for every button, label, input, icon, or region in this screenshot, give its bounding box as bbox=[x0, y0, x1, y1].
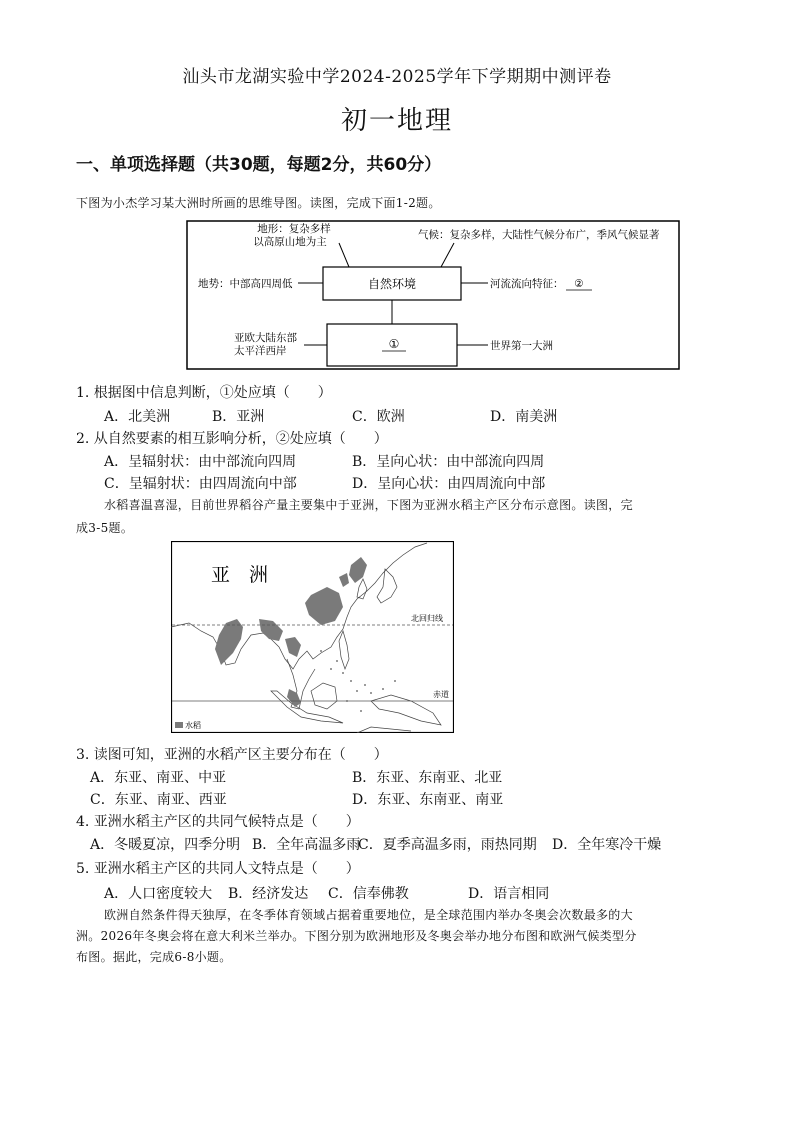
q5-option-b[interactable]: B．经济发达 bbox=[228, 886, 309, 902]
q3-stem: 3. 读图可知，亚洲的水稻产区主要分布在（ ） bbox=[76, 747, 388, 763]
terrain-line2: 以高原山地为主 bbox=[253, 236, 327, 248]
river-blank: ② bbox=[574, 278, 584, 290]
q3-option-a[interactable]: A．东亚、南亚、中亚 bbox=[90, 770, 227, 786]
intro-europe-line3: 布图。据此，完成6-8小题。 bbox=[76, 950, 232, 964]
q5-option-a[interactable]: A．人口密度较大 bbox=[104, 886, 213, 902]
q5-stem: 5. 亚洲水稻主产区的共同人文特点是（ ） bbox=[76, 861, 360, 877]
intro-rice-line2: 成3-5题。 bbox=[76, 521, 134, 535]
map-title: 亚 洲 bbox=[211, 564, 269, 586]
q1-option-b[interactable]: B．亚洲 bbox=[212, 409, 265, 425]
q4-option-d[interactable]: D．全年寒冷干燥 bbox=[552, 837, 662, 853]
q1-option-c[interactable]: C．欧洲 bbox=[352, 409, 405, 425]
q1-option-d[interactable]: D．南美洲 bbox=[490, 409, 558, 425]
section-heading: 一、单项选择题（共30题，每题2分，共60分） bbox=[76, 155, 442, 175]
q5-option-d[interactable]: D．语言相同 bbox=[468, 886, 550, 902]
legend-label: 水稻 bbox=[185, 721, 201, 730]
exam-title: 汕头市龙湖实验中学2024-2025学年下学期期中测评卷 bbox=[182, 67, 612, 87]
blank1-label: ① bbox=[388, 337, 400, 351]
intro-mindmap: 下图为小杰学习某大洲时所画的思维导图。读图，完成下面1-2题。 bbox=[76, 196, 441, 210]
q1-stem: 1. 根据图中信息判断，①处应填（ ） bbox=[76, 385, 332, 401]
subject-title: 初一地理 bbox=[340, 106, 453, 136]
q3-option-d[interactable]: D．东亚、东南亚、南亚 bbox=[352, 792, 504, 808]
q5-option-c[interactable]: C．信奉佛教 bbox=[328, 886, 409, 902]
q4-stem: 4. 亚洲水稻主产区的共同气候特点是（ ） bbox=[76, 814, 360, 830]
asia-rice-map bbox=[171, 541, 454, 733]
q2-option-b[interactable]: B．呈向心状：由中部流向四周 bbox=[352, 454, 545, 470]
center-label: 自然环境 bbox=[367, 277, 417, 291]
q2-stem: 2. 从自然要素的相互影响分析，②处应填（ ） bbox=[76, 431, 388, 447]
intro-rice-line1: 水稻喜温喜湿，目前世界稻谷产量主要集中于亚洲，下图为亚洲水稻主产区分布示意图。读图，完 bbox=[104, 498, 633, 512]
q3-option-b[interactable]: B．东亚、东南亚、北亚 bbox=[352, 770, 503, 786]
q1-option-a[interactable]: A．北美洲 bbox=[104, 409, 171, 425]
slope-label: 地势：中部高四周低 bbox=[198, 278, 293, 290]
mindmap-diagram bbox=[186, 220, 680, 370]
q4-option-a[interactable]: A．冬暖夏凉，四季分明 bbox=[90, 837, 241, 853]
equator-label: 赤道 bbox=[433, 690, 449, 699]
q4-option-c[interactable]: C．夏季高温多雨，雨热同期 bbox=[358, 837, 537, 853]
q4-option-b[interactable]: B．全年高温多雨 bbox=[252, 837, 361, 853]
largest-label: 世界第一大洲 bbox=[490, 340, 553, 352]
tropic-label: 北回归线 bbox=[411, 614, 443, 623]
q2-option-a[interactable]: A．呈辐射状：由中部流向四周 bbox=[104, 454, 297, 470]
river-label: 河流流向特征： bbox=[490, 278, 564, 290]
intro-europe-line2: 洲。2026年冬奥会将在意大利米兰举办。下图分别为欧洲地形及冬奥会举办地分布图和欧洲气候类型分 bbox=[76, 929, 637, 943]
legend-swatch bbox=[175, 722, 183, 728]
location-line1: 亚欧大陆东部 bbox=[234, 332, 297, 344]
q3-option-c[interactable]: C．东亚、南亚、西亚 bbox=[90, 792, 227, 808]
q2-option-d[interactable]: D．呈向心状：由四周流向中部 bbox=[352, 476, 546, 492]
climate-label: 气候：复杂多样，大陆性气候分布广，季风气候显著 bbox=[418, 229, 660, 241]
location-line2: 太平洋西岸 bbox=[234, 345, 287, 357]
intro-europe-line1: 欧洲自然条件得天独厚，在冬季体育领域占据着重要地位，是全球范围内举办冬奥会次数最多的大 bbox=[104, 908, 633, 922]
terrain-line1: 地形：复杂多样 bbox=[257, 223, 331, 235]
q2-option-c[interactable]: C．呈辐射状：由四周流向中部 bbox=[104, 476, 297, 492]
